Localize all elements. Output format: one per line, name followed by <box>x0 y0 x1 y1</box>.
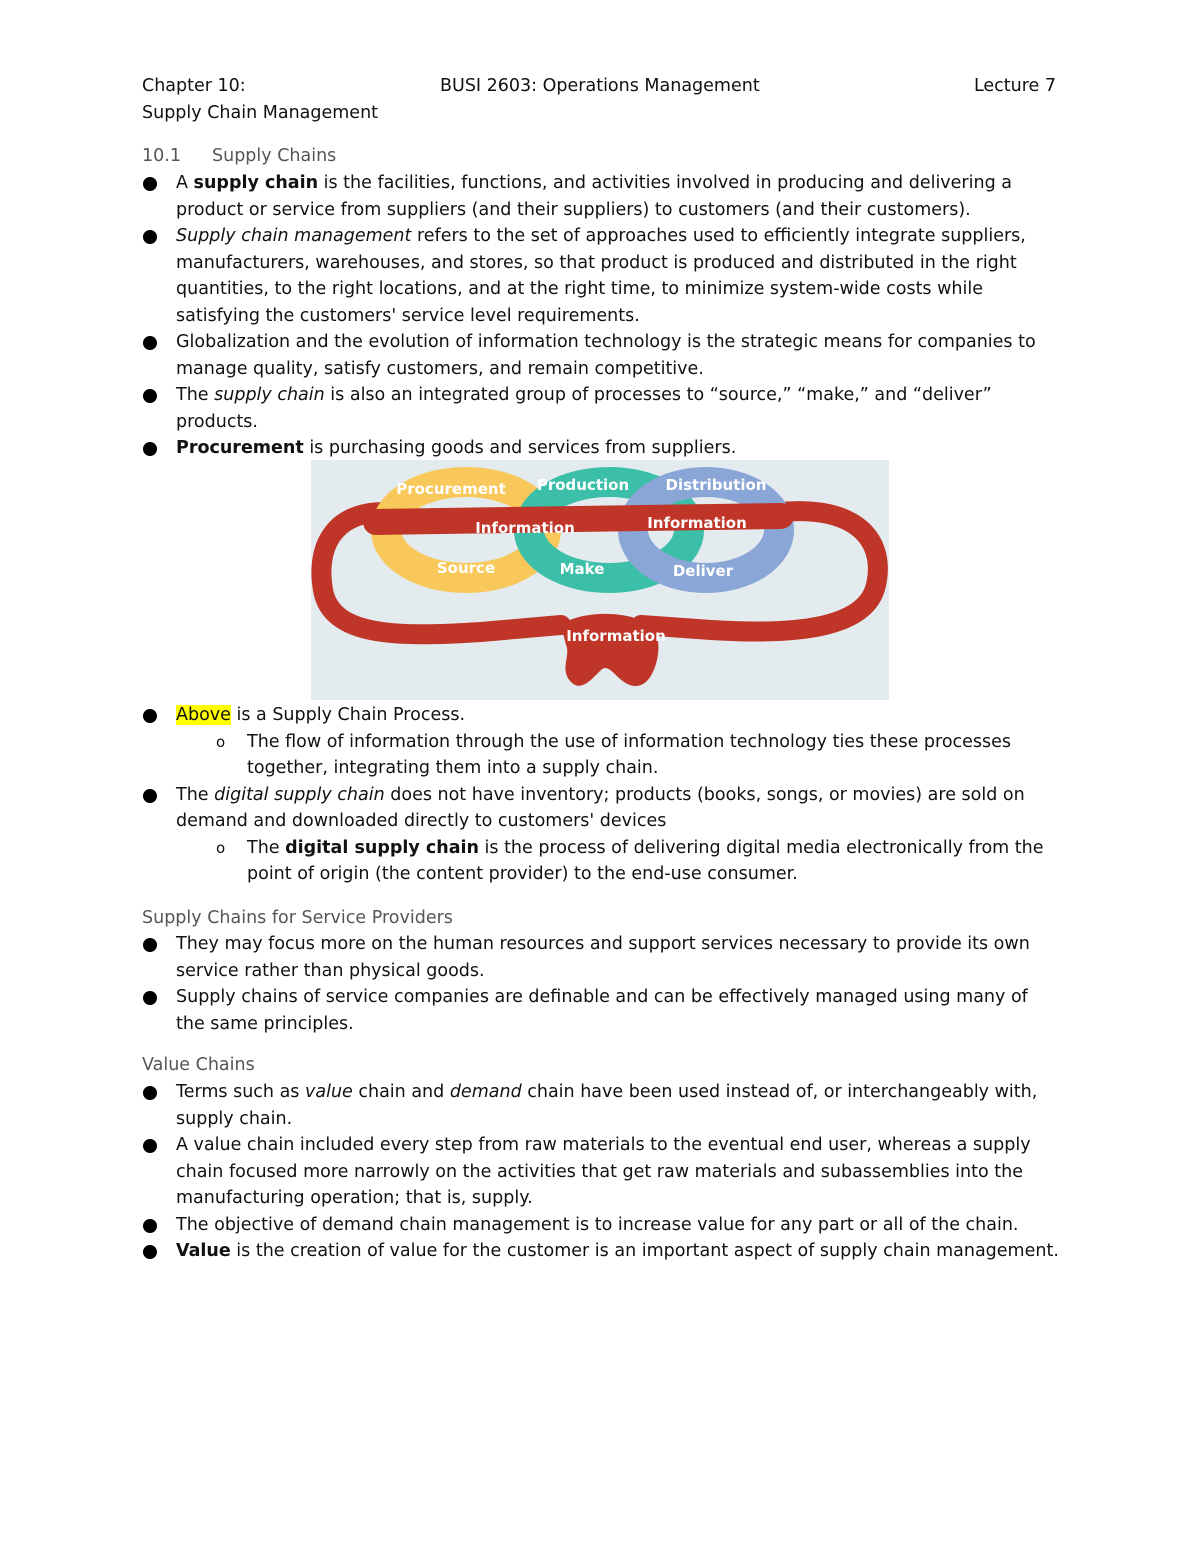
information-knot <box>561 614 658 686</box>
list-item: Above is a Supply Chain Process. o The flow of information through the use of information technology ties these processes together, integrating them into a supply chain. <box>142 702 1062 782</box>
list-item: A value chain included every step from raw materials to the eventual end user, whereas a supply chain focused more narrowly on the activities that get raw materials and subassemblies into the manufacturing operation; that is, supply. <box>142 1132 1062 1212</box>
label-information-bottom: Information <box>566 627 666 645</box>
bullet-icon <box>143 1245 157 1259</box>
highlighted-text: Above <box>176 705 231 725</box>
chapter-subtitle: Supply Chain Management <box>142 103 379 123</box>
label-source: Source <box>436 559 496 577</box>
list-item: Procurement is purchasing goods and services from suppliers. <box>142 435 1062 462</box>
bullet-icon <box>143 442 157 456</box>
sub-bullet-marker: o <box>216 732 226 751</box>
course-title: BUSI 2603: Operations Management <box>440 76 760 96</box>
section-number: 10.1 <box>142 146 181 166</box>
label-deliver: Deliver <box>672 562 734 580</box>
section-title: Supply Chains <box>212 146 337 166</box>
bullet-icon <box>143 389 157 403</box>
list-item: Globalization and the evolution of information technology is the strategic means for companies to manage quality, satisfy customers, and remain competitive. <box>142 329 1062 382</box>
list-item: They may focus more on the human resources and support services necessary to provide its own service rather than physical goods. <box>142 931 1062 984</box>
bullet-icon <box>143 230 157 244</box>
list-item: Supply chains of service companies are definable and can be effectively managed using many of the same principles. <box>142 984 1062 1037</box>
supply-chain-process-diagram <box>311 460 889 700</box>
label-distribution: Distribution <box>665 476 767 494</box>
list-item: A supply chain is the facilities, functions, and activities involved in producing and delivering a product or service from suppliers (and their suppliers) to customers (and their customers). <box>142 170 1062 223</box>
sub-bullet-marker: o <box>216 838 226 857</box>
bullet-icon <box>143 1086 157 1100</box>
section-heading-service-providers: Supply Chains for Service Providers <box>142 908 453 928</box>
label-information-left: Information <box>475 519 575 537</box>
list-item: The digital supply chain does not have inventory; products (books, songs, or movies) are sold on demand and downloaded directly to customers' devices o The digital supply chain is the process of delivering digital media electronically from the point of origin (the content provider) to the end-use consumer. <box>142 782 1062 888</box>
sub-list-item: o The flow of information through the use of information technology ties these processes together, integrating them into a supply chain. <box>176 729 1062 782</box>
label-procurement: Procurement <box>396 480 506 498</box>
section-heading-supply-chains <box>142 144 336 168</box>
list-item: Supply chain management refers to the set of approaches used to efficiently integrate suppliers, manufacturers, warehouses, and stores, so that product is produced and distributed in the right quantities, to the right locations, and at the right time, to minimize system-wide costs while satisfying the customers' service level requirements. <box>142 223 1062 329</box>
bullet-list-value-chains <box>142 1079 1062 1265</box>
label-information-right: Information <box>647 514 747 532</box>
bullet-icon <box>143 938 157 952</box>
lecture-label: Lecture 7 <box>973 76 1056 96</box>
section-heading-value-chains: Value Chains <box>142 1055 255 1075</box>
bullet-icon <box>143 789 157 803</box>
bullet-icon <box>143 991 157 1005</box>
label-make: Make <box>559 560 605 578</box>
bullet-list-supply-process <box>142 702 1062 888</box>
sub-list-item: o The digital supply chain is the process of delivering digital media electronically from the point of origin (the content provider) to the end-use consumer. <box>176 835 1062 888</box>
bullet-list-service-providers <box>142 931 1062 1037</box>
list-item: The supply chain is also an integrated group of processes to “source,” “make,” and “deliver” products. <box>142 382 1062 435</box>
list-item: Terms such as value chain and demand chain have been used instead of, or interchangeably with, supply chain. <box>142 1079 1062 1132</box>
sub-list <box>176 835 1062 888</box>
chapter-label: Chapter 10: <box>142 76 246 96</box>
list-item: The objective of demand chain management is to increase value for any part or all of the chain. <box>142 1212 1062 1239</box>
bullet-icon <box>143 709 157 723</box>
bullet-icon <box>143 177 157 191</box>
bullet-icon <box>143 336 157 350</box>
sub-list <box>176 729 1062 782</box>
bullet-list-supply-chains <box>142 170 1062 462</box>
list-item: Value is the creation of value for the customer is an important aspect of supply chain management. <box>142 1238 1062 1265</box>
label-production: Production <box>536 476 630 494</box>
bullet-icon <box>143 1139 157 1153</box>
diagram-svg <box>311 460 889 700</box>
bullet-icon <box>143 1219 157 1233</box>
